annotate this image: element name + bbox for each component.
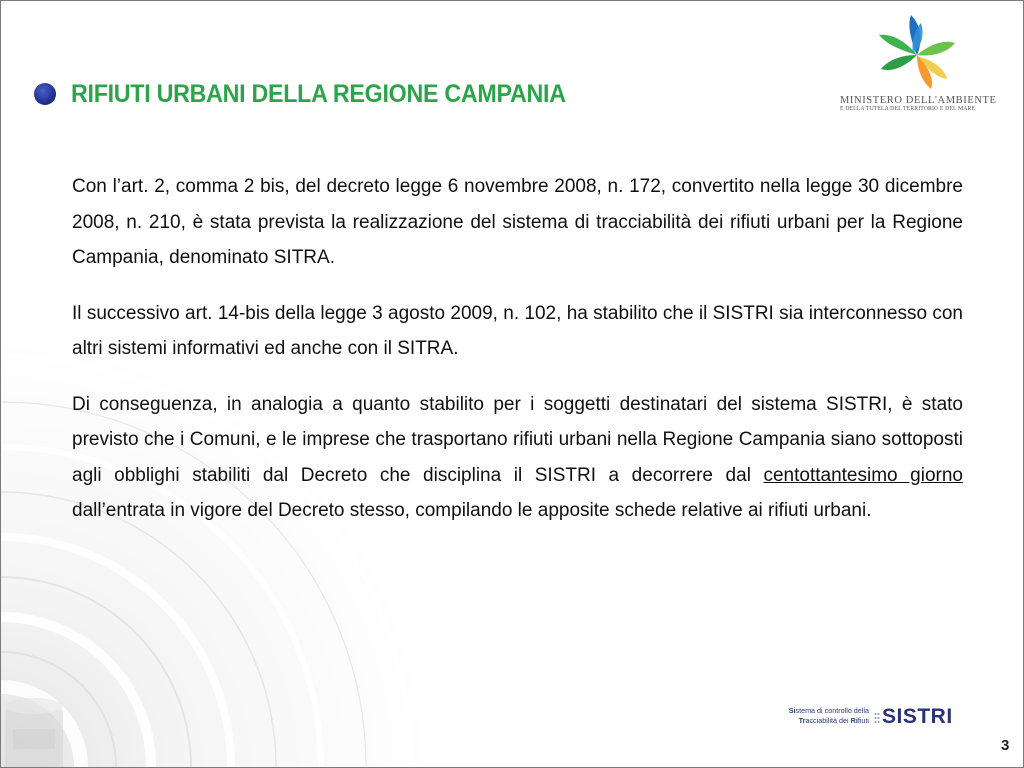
slide-title: RIFIUTI URBANI DELLA REGIONE CAMPANIA bbox=[71, 80, 566, 108]
paragraph-3-text-b: dall’entrata in vigore del Decreto stesso, compilando le apposite schede relative ai rifiuti urbani. bbox=[72, 500, 872, 521]
barrel-watermark-icon bbox=[5, 698, 63, 767]
sistri-caption-line1: Sistema di controllo della bbox=[788, 706, 869, 715]
star-flower-icon bbox=[831, 11, 1001, 95]
paragraph-3-text-a: Di conseguenza, in analogia a quanto stabilito per i soggetti destinatari del sistema SISTRI, è stato previsto che i Comuni, e le imprese che trasportano rifiuti urbani nella Regione Campania siano sottoposti agli obblighi stabiliti dal Decreto che disciplina il SISTRI a decorrere dal bbox=[72, 393, 963, 486]
ministry-name bbox=[840, 95, 1000, 112]
page-number: 3 bbox=[1001, 737, 1010, 754]
sistri-brand: SISTRI bbox=[882, 705, 953, 728]
slide-body bbox=[72, 169, 963, 549]
paragraph-1: Con l’art. 2, comma 2 bis, del decreto legge 6 novembre 2008, n. 172, convertito nella legge 30 dicembre 2008, n. 210, è stata prevista la realizzazione del sistema di tracciabilità dei rifiuti urbani per la Regione Campania, denominato SITRA. bbox=[72, 176, 963, 268]
ministry-logo bbox=[831, 11, 1001, 121]
ministry-name-line2: E DELLA TUTELA DEL TERRITORIO E DEL MARE bbox=[840, 106, 976, 113]
underlined-term: centottantesimo giorno bbox=[763, 464, 963, 486]
sistri-caption-line2: Tracciabilità dei Rifiuti bbox=[798, 716, 869, 725]
paragraph-3 bbox=[72, 387, 963, 529]
sistri-caption bbox=[783, 706, 869, 726]
paragraph-2: Il successivo art. 14-bis della legge 3 agosto 2009, n. 102, ha stabilito che il SISTRI sia interconnesso con altri sistemi informativi ed anche con il SITRA. bbox=[72, 302, 963, 359]
sistri-footer-logo bbox=[783, 705, 983, 731]
ministry-name-line1: MINISTERO DELL'AMBIENTE bbox=[840, 95, 997, 106]
dots-separator-icon bbox=[874, 712, 880, 724]
title-bullet-icon bbox=[34, 83, 56, 105]
